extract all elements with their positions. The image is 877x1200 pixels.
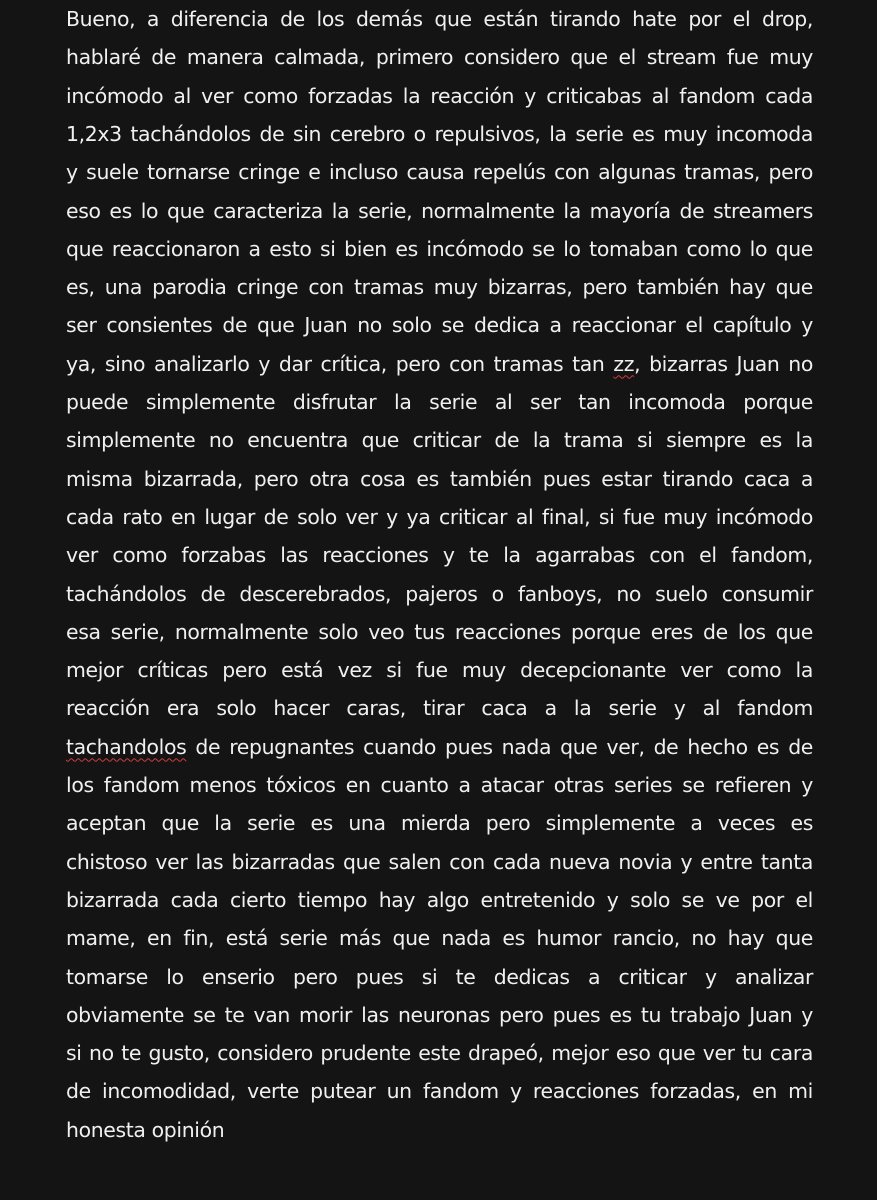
text-line: Bueno, a diferencia de los demás que están tirando hate por el drop, <box>66 7 813 31</box>
text-line: eso es lo que caracteriza la serie, normalmente la mayoría de streamers <box>66 198 813 223</box>
text-line: que reaccionaron a esto si bien es incómodo se lo tomaban como lo que <box>66 236 813 261</box>
text-line: reacción era solo hacer caras, tirar caca a la serie y al fandom <box>66 696 813 721</box>
text-line: es, una parodia cringe con tramas muy bizarras, pero también hay que <box>66 275 813 300</box>
text-line: mejor críticas pero está vez si fue muy decepcionante ver como la <box>66 658 813 683</box>
text-line: de incomodidad, verte putear un fandom y reacciones forzadas, en mi <box>66 1079 813 1104</box>
text-line: incómodo al ver como forzadas la reacción y criticabas al fandom cada <box>66 83 813 108</box>
text-line: simplemente no encuentra que criticar de la trama si siempre es la <box>66 428 813 453</box>
text-line: y suele tornarse cringe e incluso causa repelús con algunas tramas, pero <box>66 160 813 185</box>
text-line: honesta opinión <box>66 1117 225 1142</box>
text-line: tachandolos de repugnantes cuando pues nada que ver, de hecho es de <box>66 734 813 759</box>
text-line: misma bizarrada, pero otra cosa es también pues estar tirando caca a <box>66 466 813 491</box>
text-line: 1,2x3 tachándolos de sin cerebro o repulsivos, la serie es muy incomoda <box>66 121 813 146</box>
text-line: los fandom menos tóxicos en cuanto a atacar otras series se refieren y <box>66 773 813 797</box>
text-line: cada rato en lugar de solo ver y ya criticar al final, si fue muy incómodo <box>66 504 813 529</box>
text-line: hablaré de manera calmada, primero considero que el stream fue muy <box>66 45 813 70</box>
spellcheck-marked-word: zz <box>613 351 635 376</box>
text-line: ya, sino analizarlo y dar crítica, pero con tramas tan zz, bizarras Juan no <box>66 351 813 376</box>
text-line: aceptan que la serie es una mierda pero simplemente a veces es <box>66 811 813 836</box>
text-line: si no te gusto, considero prudente este drapeó, mejor eso que ver tu cara <box>66 1041 813 1066</box>
text-line: esa serie, normalmente solo veo tus reacciones porque eres de los que <box>66 619 813 644</box>
text-line: bizarrada cada cierto tiempo hay algo entretenido y solo se ve por el <box>66 887 813 912</box>
text-line: mame, en fin, está serie más que nada es humor rancio, no hay que <box>66 926 813 951</box>
spellcheck-marked-word: tachandolos <box>66 734 187 759</box>
text-line: chistoso ver las bizarradas que salen con cada nueva novia y entre tanta <box>66 849 813 874</box>
text-line: ver como forzabas las reacciones y te la agarrabas con el fandom, <box>66 543 813 568</box>
text-line: tomarse lo enserio pero pues si te dedicas a criticar y analizar <box>66 964 813 989</box>
document-page <box>66 0 813 1200</box>
text-line: tachándolos de descerebrados, pajeros o fanboys, no suelo consumir <box>66 581 813 606</box>
text-line: obviamente se te van morir las neuronas pero pues es tu trabajo Juan y <box>66 1002 813 1027</box>
text-line: puede simplemente disfrutar la serie al ser tan incomoda porque <box>66 390 813 414</box>
text-line: ser consientes de que Juan no solo se dedica a reaccionar el capítulo y <box>66 313 813 338</box>
